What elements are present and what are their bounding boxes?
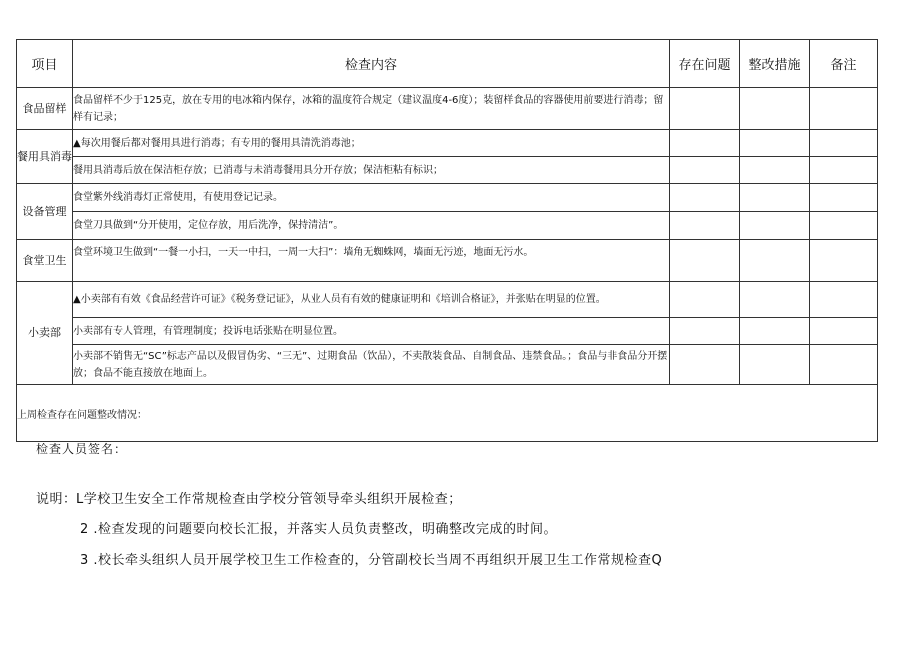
header-issues: 存在问题 <box>670 40 740 88</box>
remark-cell[interactable] <box>810 240 878 282</box>
check-item: 食品留样不少于125克，放在专用的电冰箱内保存，冰箱的温度符合规定（建议温度4-6度）；装留样食品的容器使用前要进行消毒；留样有记录； <box>73 88 670 130</box>
table-row <box>17 212 878 240</box>
category-equipment: 设备管理 <box>17 184 73 240</box>
table-row <box>17 345 878 385</box>
note-item: 2 .检查发现的问题要向校长汇报，并落实人员负责整改，明确整改完成的时间。 <box>80 522 558 537</box>
header-row <box>17 40 878 88</box>
header-item: 项目 <box>17 40 73 88</box>
inspection-table <box>16 39 878 442</box>
issues-cell[interactable] <box>670 282 740 318</box>
issues-cell[interactable] <box>670 157 740 184</box>
fix-cell[interactable] <box>740 88 810 130</box>
fix-cell[interactable] <box>740 318 810 345</box>
check-item: 餐用具消毒后放在保洁柜存放；已消毒与未消毒餐用具分开存放；保洁柜粘有标识； <box>73 157 670 184</box>
note-item: 3 .校长牵头组织人员开展学校卫生工作检查的，分管副校长当周不再组织开展卫生工作常规检查Q <box>80 553 663 568</box>
remark-cell[interactable] <box>810 318 878 345</box>
header-fix: 整改措施 <box>740 40 810 88</box>
fix-cell[interactable] <box>740 345 810 385</box>
remark-cell[interactable] <box>810 88 878 130</box>
table-row <box>17 157 878 184</box>
fix-cell[interactable] <box>740 157 810 184</box>
fix-cell[interactable] <box>740 184 810 212</box>
check-item: 食堂紫外线消毒灯正常使用，有使用登记记录。 <box>73 184 670 212</box>
issues-cell[interactable] <box>670 184 740 212</box>
fix-cell[interactable] <box>740 240 810 282</box>
header-remark: 备注 <box>810 40 878 88</box>
remark-cell[interactable] <box>810 130 878 157</box>
issues-cell[interactable] <box>670 130 740 157</box>
issues-cell[interactable] <box>670 345 740 385</box>
table-row <box>17 130 878 157</box>
category-food-sample: 食品留样 <box>17 88 73 130</box>
issues-cell[interactable] <box>670 318 740 345</box>
header-content: 检查内容 <box>73 40 670 88</box>
remark-cell[interactable] <box>810 282 878 318</box>
note-item: L学校卫生安全工作常规检查由学校分管领导牵头组织开展检查； <box>76 492 462 507</box>
notes-prefix: 说明： <box>36 492 77 507</box>
check-item: 小卖部有专人管理，有管理制度；投诉电话张贴在明显位置。 <box>73 318 670 345</box>
table-row <box>17 88 878 130</box>
table-row <box>17 240 878 282</box>
remark-cell[interactable] <box>810 345 878 385</box>
table-row <box>17 282 878 318</box>
category-canteen-hygiene: 食堂卫生 <box>17 240 73 282</box>
check-item: 食堂刀具做到“分开使用，定位存放，用后洗净，保持清洁”。 <box>73 212 670 240</box>
check-item: ▲每次用餐后都对餐用具进行消毒；有专用的餐用具清洗消毒池； <box>73 130 670 157</box>
fix-cell[interactable] <box>740 212 810 240</box>
fix-cell[interactable] <box>740 282 810 318</box>
remark-cell[interactable] <box>810 157 878 184</box>
fix-cell[interactable] <box>740 130 810 157</box>
table-row <box>17 318 878 345</box>
previous-week-followup[interactable]: 上周检查存在问题整改情况： <box>17 385 878 442</box>
remark-cell[interactable] <box>810 184 878 212</box>
remark-cell[interactable] <box>810 212 878 240</box>
issues-cell[interactable] <box>670 88 740 130</box>
previous-week-row <box>17 385 878 442</box>
issues-cell[interactable] <box>670 212 740 240</box>
category-shop: 小卖部 <box>17 282 73 385</box>
check-item: 食堂环境卫生做到“一餐一小扫，一天一中扫，一周一大扫”：墙角无蜘蛛网，墙面无污迹，地面无污水。 <box>73 240 670 282</box>
check-item: 小卖部不销售无“SC”标志产品以及假冒伪劣、“三无”、过期食品（饮品），不卖散装食品、自制食品、违禁食品。；食品与非食品分开摆放；食品不能直接放在地面上。 <box>73 345 670 385</box>
table-row <box>17 184 878 212</box>
check-item: ▲小卖部有有效《食品经营许可证》《税务登记证》，从业人员有有效的健康证明和《培训合格证》，并张贴在明显的位置。 <box>73 282 670 318</box>
signature-label: 检查人员签名： <box>36 442 128 456</box>
issues-cell[interactable] <box>670 240 740 282</box>
category-tableware: 餐用具消毒 <box>17 130 73 184</box>
